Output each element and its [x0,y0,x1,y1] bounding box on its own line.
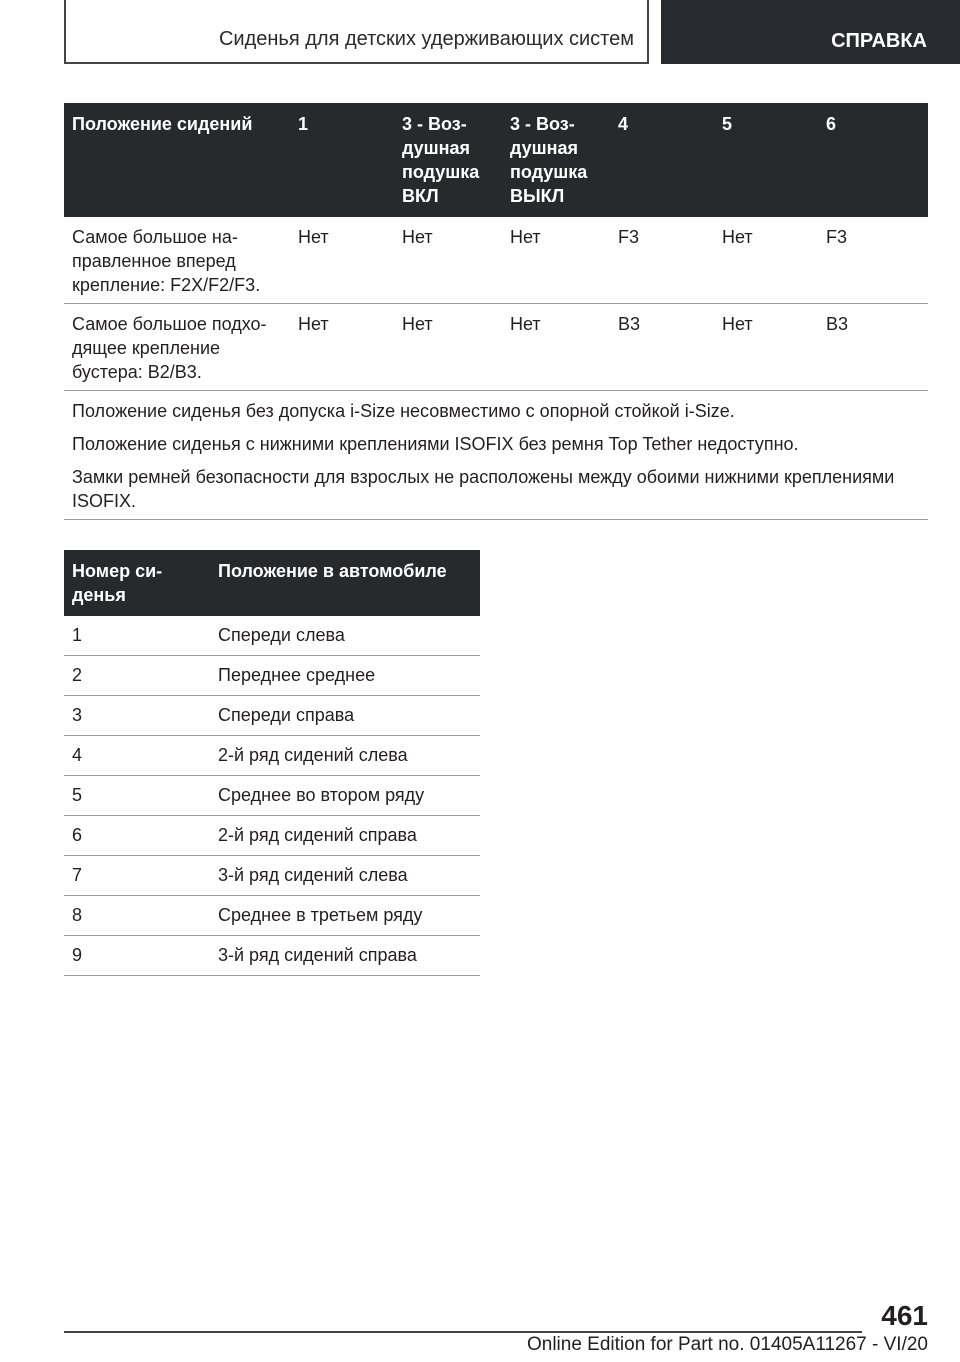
table-row [64,856,480,896]
header-position-in-vehicle: Положение в автомобиле [210,550,480,616]
seat-location: Среднее в третьем ряду [210,896,480,936]
footer-divider [64,1331,862,1333]
seat-location: Переднее среднее [210,656,480,696]
table-row [64,304,928,391]
table-cell: Нет [502,217,610,304]
table-cell: F3 [818,217,928,304]
running-header-section [64,0,649,64]
table-header-row [64,550,480,616]
table-header-row [64,103,928,217]
header-seat-number: Номер си-денья [64,550,210,616]
table-row [64,217,928,304]
seat-location: 2-й ряд сидений слева [210,736,480,776]
seat-location: 2-й ряд сидений справа [210,816,480,856]
chapter-title: СПРАВКА [831,30,927,52]
table-row [64,896,480,936]
seat-location: Спереди справа [210,696,480,736]
table-row [64,616,480,656]
header-seat-1: 1 [290,103,394,217]
seat-number: 8 [64,896,210,936]
seat-number: 6 [64,816,210,856]
note-top-tether: Положение сиденья с нижними креплениями ISOFIX без ремня Top Tether недоступно. [72,434,799,454]
note-belt-buckles: Замки ремней безопасности для взрослых не расположены между обоими нижними креплениями ISOFIX. [72,467,895,511]
table-cell: Нет [290,217,394,304]
table-cell: B3 [610,304,714,391]
table-cell: Нет [714,217,818,304]
table-row [64,696,480,736]
header-seat-5: 5 [714,103,818,217]
table-cell: Самое большое на-правленное вперед крепление: F2X/F2/F3. [64,217,290,304]
table-cell: Самое большое подхо-дящее крепление бустера: B2/B3. [64,304,290,391]
header-seat-3-airbag-on: 3 - Воз-душная подушка ВКЛ [394,103,502,217]
table-cell: Нет [394,304,502,391]
seat-number-table [64,550,480,976]
note-isize: Положение сиденья без допуска i-Size несовместимо с опорной стойкой i-Size. [72,401,735,421]
table-notes [64,391,928,520]
table-row [64,656,480,696]
edition-footer: Online Edition for Part no. 01405A11267 - VI/20 [526,1334,928,1355]
table-cell: Нет [290,304,394,391]
table-cell: B3 [818,304,928,391]
seat-number: 1 [64,616,210,656]
header-seat-position: Положение сидений [64,103,290,217]
table-row [64,736,480,776]
seat-number: 2 [64,656,210,696]
header-seat-4: 4 [610,103,714,217]
seat-number: 9 [64,936,210,976]
header-seat-6: 6 [818,103,928,217]
table-cell: Нет [502,304,610,391]
table-notes-row [64,391,928,520]
table-row [64,776,480,816]
seat-location: Спереди слева [210,616,480,656]
seat-location: Среднее во втором ряду [210,776,480,816]
section-title: Сиденья для детских удерживающих систем [218,28,634,50]
page-number: 461 [881,1300,928,1331]
table-row [64,816,480,856]
seat-location: 3-й ряд сидений слева [210,856,480,896]
table-cell: F3 [610,217,714,304]
header-seat-3-airbag-off: 3 - Воз-душная подушка ВЫКЛ [502,103,610,217]
seat-position-suitability-table [64,103,928,520]
seat-number: 3 [64,696,210,736]
seat-number: 5 [64,776,210,816]
seat-location: 3-й ряд сидений справа [210,936,480,976]
seat-number: 7 [64,856,210,896]
table-cell: Нет [714,304,818,391]
running-header-chapter [661,0,960,64]
table-row [64,936,480,976]
seat-number: 4 [64,736,210,776]
table-cell: Нет [394,217,502,304]
